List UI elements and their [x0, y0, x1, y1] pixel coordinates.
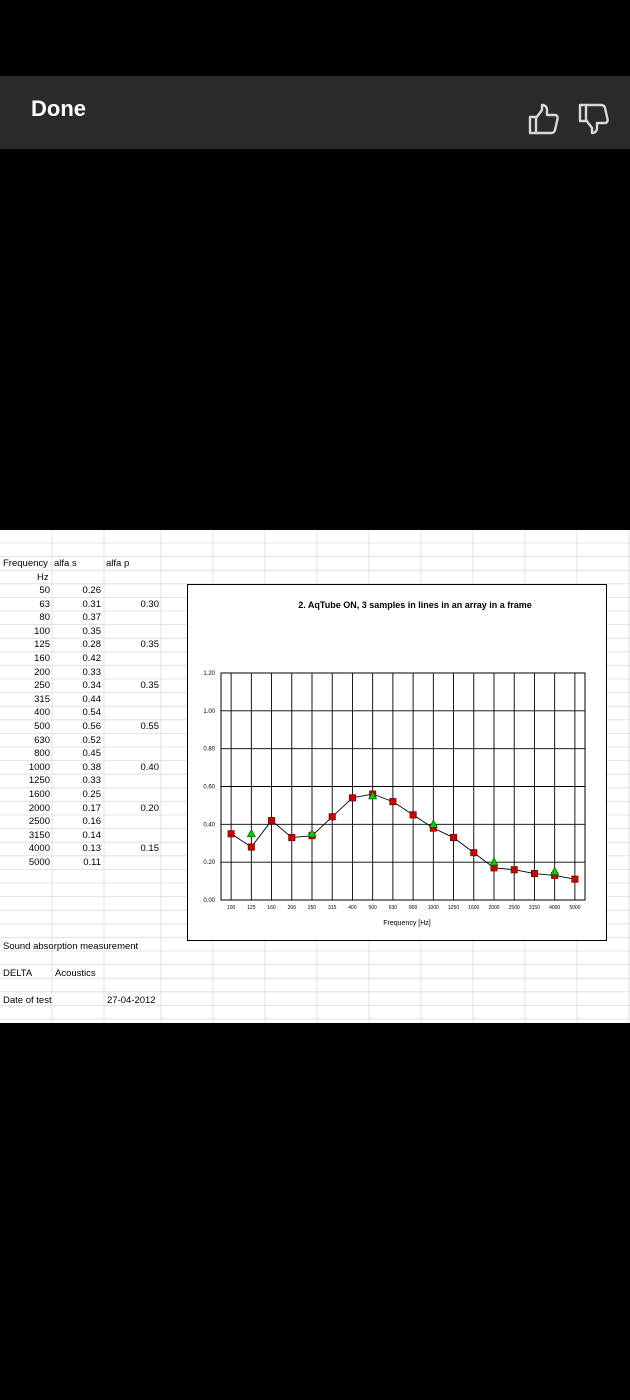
alfa-p-cell[interactable]: 0.30 [140, 598, 159, 610]
data-point-square [228, 831, 234, 837]
frequency-cell[interactable]: 4000 [28, 843, 50, 855]
y-tick-label: 0.00 [203, 898, 215, 904]
alfa-s-cell[interactable]: 0.33 [82, 775, 101, 787]
alfa-s-cell[interactable]: 0.35 [82, 625, 101, 637]
data-point-square [390, 798, 396, 804]
frequency-cell[interactable]: 250 [34, 680, 50, 692]
frequency-cell[interactable]: 1000 [28, 761, 50, 773]
y-tick-label: 1.20 [203, 671, 215, 677]
company-label-2: Acoustics [55, 968, 96, 979]
alfa-s-cell[interactable]: 0.14 [82, 829, 101, 841]
frequency-cell[interactable]: 2500 [28, 816, 50, 828]
alfa-s-cell[interactable]: 0.52 [82, 734, 101, 746]
alfa-s-cell[interactable]: 0.28 [82, 639, 101, 651]
y-tick-label: 0.80 [203, 746, 215, 753]
x-tick-label: 800 [408, 905, 418, 911]
done-button[interactable]: Done [31, 96, 86, 121]
data-point-square [329, 814, 335, 820]
date-value: 27-04-2012 [107, 995, 156, 1006]
x-tick-label: 125 [247, 905, 256, 911]
x-tick-label: 500 [368, 905, 377, 911]
frequency-cell[interactable]: 800 [34, 748, 50, 760]
x-tick-label: 630 [388, 905, 398, 911]
x-tick-label: 2500 [508, 905, 520, 911]
alfa-s-cell[interactable]: 0.26 [82, 585, 101, 596]
data-point-triangle [551, 867, 559, 875]
y-tick-label: 0.60 [203, 784, 215, 791]
data-point-square [491, 865, 497, 871]
x-tick-label: 1250 [447, 905, 460, 911]
data-point-square [531, 870, 537, 876]
alfa-p-cell[interactable]: 0.55 [140, 721, 159, 732]
x-tick-label: 250 [307, 905, 317, 911]
header-frequency: Frequency [3, 558, 48, 569]
alfa-s-cell[interactable]: 0.56 [82, 721, 101, 732]
alfa-s-cell[interactable]: 0.13 [82, 843, 101, 855]
frequency-cell[interactable]: 630 [34, 734, 50, 746]
data-point-square [349, 795, 355, 801]
alfa-s-cell[interactable]: 0.37 [82, 612, 101, 624]
x-tick-label: 1000 [427, 905, 439, 911]
frequency-cell[interactable]: 5000 [28, 857, 50, 868]
data-point-square [410, 812, 416, 818]
x-tick-label: 100 [226, 905, 236, 911]
x-tick-label: 3150 [528, 905, 541, 911]
alfa-s-cell[interactable]: 0.34 [82, 680, 101, 692]
frequency-cell[interactable]: 1250 [28, 775, 50, 787]
frequency-cell[interactable]: 125 [34, 639, 50, 651]
data-point-square [450, 834, 456, 840]
x-tick-label: 5000 [569, 905, 581, 911]
alfa-s-cell[interactable]: 0.44 [82, 693, 101, 705]
header-alfa-p: alfa p [106, 558, 130, 569]
alfa-p-cell[interactable]: 0.15 [140, 843, 159, 855]
data-point-square [471, 850, 477, 856]
x-tick-label: 1600 [468, 905, 480, 911]
measurement-label: Sound absorption measurement [3, 941, 139, 952]
alfa-s-cell[interactable]: 0.31 [82, 598, 101, 610]
alfa-s-cell[interactable]: 0.45 [82, 748, 101, 760]
data-point-triangle [247, 829, 255, 837]
alfa-s-cell[interactable]: 0.38 [82, 761, 101, 773]
x-axis-label: Frequency [Hz] [383, 920, 431, 927]
alfa-p-cell[interactable]: 0.35 [140, 680, 159, 692]
chart-title: 2. AqTube ON, 3 samples in lines in an array in a frame [298, 600, 532, 610]
thumbs-down-icon[interactable] [576, 102, 610, 136]
company-label-1: DELTA [3, 968, 33, 979]
frequency-cell[interactable]: 63 [39, 598, 50, 610]
x-tick-label: 400 [348, 905, 357, 911]
header-alfa-s: alfa s [54, 558, 77, 569]
alfa-s-cell[interactable]: 0.11 [83, 857, 101, 868]
header-unit: Hz [37, 572, 49, 583]
alfa-s-cell[interactable]: 0.16 [82, 816, 101, 828]
x-tick-label: 200 [287, 905, 296, 911]
frequency-cell[interactable]: 100 [34, 625, 50, 637]
spreadsheet-view [0, 530, 630, 1023]
chart [187, 584, 607, 941]
y-tick-label: 0.40 [203, 822, 215, 829]
frequency-cell[interactable]: 2000 [28, 802, 50, 814]
frequency-cell[interactable]: 500 [34, 721, 50, 732]
data-point-square [289, 834, 295, 840]
alfa-p-cell[interactable]: 0.20 [140, 802, 159, 814]
x-tick-label: 160 [267, 905, 276, 911]
data-point-square [268, 817, 274, 823]
alfa-s-cell[interactable]: 0.25 [82, 789, 101, 800]
alfa-s-cell[interactable]: 0.54 [82, 707, 101, 719]
data-point-square [248, 844, 254, 850]
alfa-p-cell[interactable]: 0.35 [140, 639, 159, 651]
date-label: Date of test [3, 995, 52, 1006]
alfa-s-cell[interactable]: 0.17 [82, 802, 101, 814]
y-tick-label: 0.20 [203, 860, 215, 867]
thumbs-up-icon[interactable] [526, 102, 560, 136]
frequency-cell[interactable]: 3150 [28, 829, 50, 841]
data-point-triangle [490, 858, 498, 866]
frequency-cell[interactable]: 160 [34, 653, 50, 664]
frequency-cell[interactable]: 315 [34, 693, 50, 705]
y-tick-label: 1.00 [203, 708, 215, 715]
x-tick-label: 4000 [549, 905, 561, 911]
alfa-s-cell[interactable]: 0.33 [82, 666, 101, 678]
alfa-p-cell[interactable]: 0.40 [140, 761, 159, 773]
alfa-s-cell[interactable]: 0.42 [82, 653, 101, 664]
series-line [231, 794, 575, 879]
x-tick-label: 315 [328, 905, 337, 911]
data-point-square [572, 876, 578, 882]
frequency-cell[interactable]: 200 [34, 666, 50, 678]
frequency-cell[interactable]: 1600 [28, 789, 50, 800]
data-point-square [511, 867, 517, 873]
data-point-triangle [429, 820, 437, 828]
x-tick-label: 2000 [488, 905, 500, 911]
frequency-cell[interactable]: 50 [39, 585, 50, 596]
chart-svg [188, 585, 606, 940]
frequency-cell[interactable]: 400 [34, 707, 50, 719]
frequency-cell[interactable]: 80 [39, 612, 50, 624]
